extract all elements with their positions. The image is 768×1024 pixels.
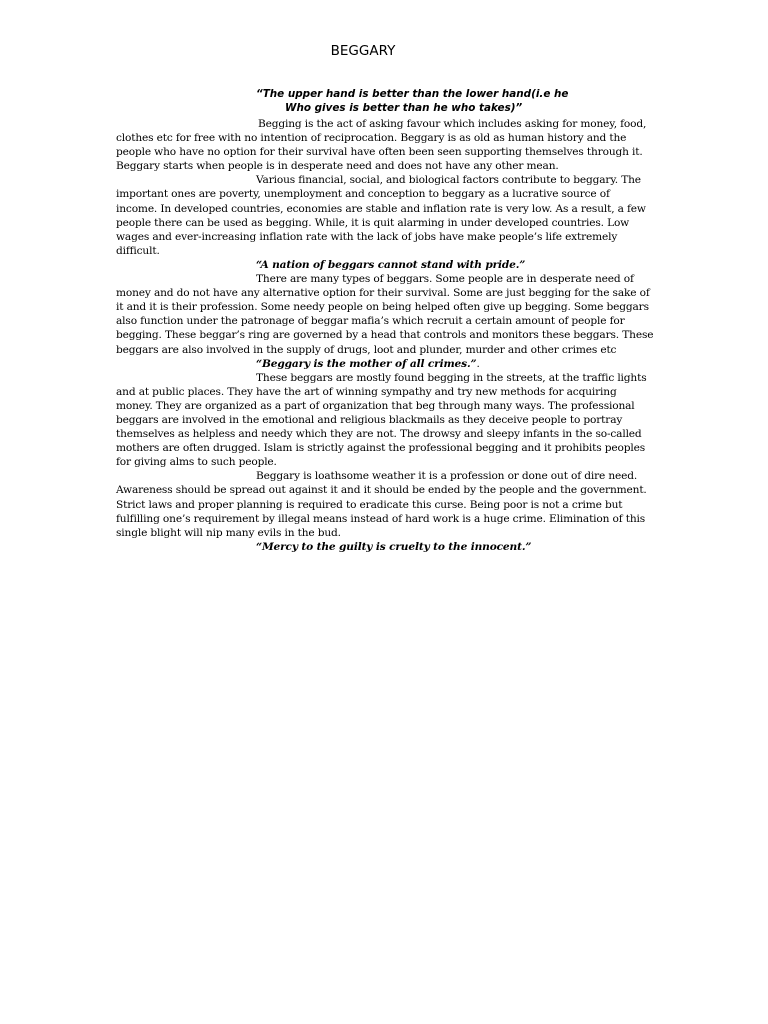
epigraph-quote <box>256 87 656 115</box>
quote-mother-of-crimes <box>116 357 654 371</box>
quote-mercy: “Mercy to the guilty is cruelty to the innocent.” <box>256 540 532 553</box>
paragraph-types: There are many types of beggars. Some people are in desperate need of money and do not have any alternative option for their survival. Some are just begging for the sake of it and it is their profession. Some needy people on being helped often give up begging. Some beggars also function under the patronage of beggar mafia’s which recruit a certain amount of people for begging. These beggar’s ring are governed by a head that controls and monitors these beggars. These beggars are also involved in the supply of drugs, loot and plunder, murder and other crimes etc <box>116 273 654 356</box>
paragraph-definition: Begging is the act of asking favour which includes asking for money, food, clothes etc for free with no intention of reciprocation. Beggary is as old as human history and the people who have no option for their survival have often been seen supporting themselves through it. Beggary starts when people is in desperate need and does not have any other mean. <box>116 118 647 173</box>
document-body <box>116 117 654 554</box>
quote-nation-of-beggars: “A nation of beggars cannot stand with pride.” <box>256 258 526 271</box>
epigraph-line-2: Who gives is better than he who takes)” <box>285 102 523 114</box>
quote-suffix: . <box>476 357 480 370</box>
paragraph-methods: These beggars are mostly found begging in the streets, at the traffic lights and at public places. They have the art of winning sympathy and try new methods for acquiring money. They are organized as a part of organization that beg through many ways. The professional beggars are involved in the emotional and religious blackmails as they deceive people to portray themselves as helpless and needy which they are not. The drowsy and sleepy infants in the so-called mothers are often drugged. Islam is strictly against the professional begging and it prohibits peoples for giving alms to such people. <box>116 371 647 469</box>
paragraph-causes: Various financial, social, and biological factors contribute to beggary. The important ones are poverty, unemployment and conception to beggary as a lucrative source of income. In developed countries, economies are stable and inflation rate is very low. As a result, a few people there can be used as begging. While, it is quit alarming in under developed countries. Low wages and ever-increasing inflation rate with the lack of jobs have make people’s life extremely difficult. <box>116 174 646 257</box>
quote-mother-of-crimes-text: “Beggary is the mother of all crimes.” <box>256 357 477 370</box>
paragraph-conclusion: Beggary is loathsome weather it is a profession or done out of dire need. Awareness should be spread out against it and it should be ended by the people and the government. Strict laws and proper planning is required to eradicate this curse. Being poor is not a crime but fulfilling one’s requirement by illegal means instead of hard work is a huge crime. Elimination of this single blight will nip many evils in the bud. <box>116 470 647 539</box>
epigraph-line-1: “The upper hand is better than the lower hand(i.e he <box>256 88 569 100</box>
document-title: BEGGARY <box>330 43 396 59</box>
